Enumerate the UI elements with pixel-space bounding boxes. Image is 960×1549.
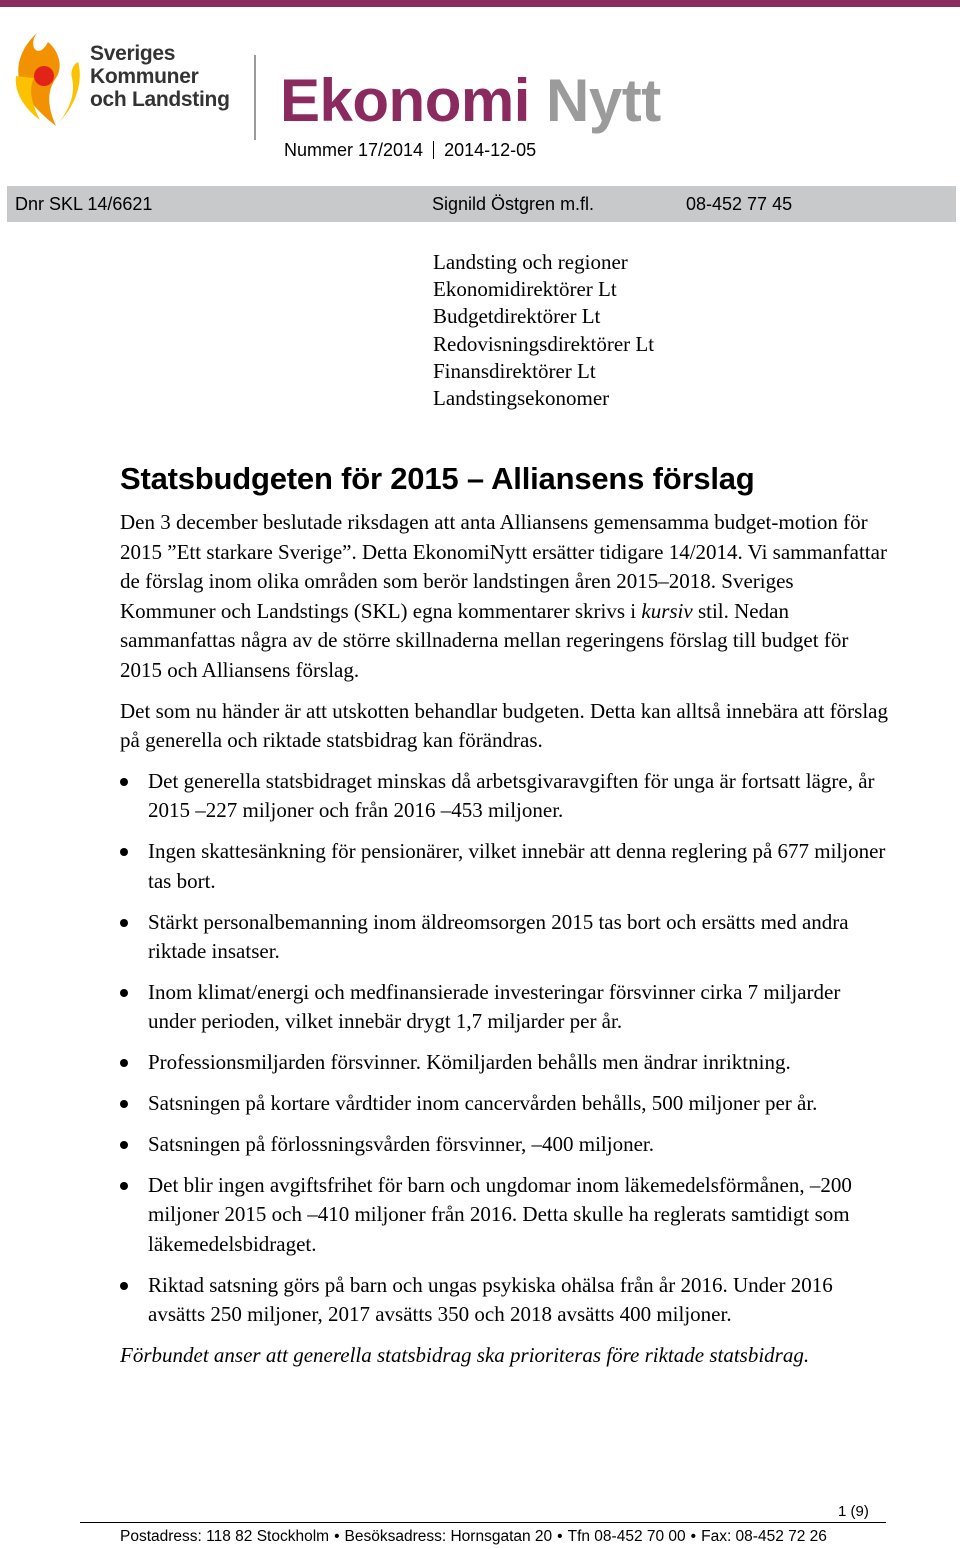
list-item-text: Satsningen på kortare vårdtider inom cancervården behålls, 500 miljoner per år.: [148, 1091, 818, 1116]
intro-italic: kursiv: [641, 598, 693, 623]
article: [120, 460, 890, 1382]
list-item: [120, 1271, 890, 1330]
postal-address: Postadress: 118 82 Stockholm: [120, 1528, 330, 1545]
list-item: [120, 837, 890, 896]
intro-paragraph: [120, 508, 890, 686]
list-item-text: Professionsmiljarden försvinner. Kömiljarden behålls men ändrar inriktning.: [148, 1050, 791, 1075]
paragraph: Det som nu händer är att utskotten behandlar budgeten. Detta kan alltså innebära att förslag på generella och riktade statsbidrag kan förändras.: [120, 698, 888, 753]
brand-part-nytt: Nytt: [546, 67, 661, 134]
author: Signild Östgren m.fl.: [432, 194, 595, 214]
recipient: Landstingsekonomer: [433, 386, 610, 411]
bullet-icon: [120, 1182, 128, 1190]
list-item: [120, 767, 890, 826]
list-item-text: Satsningen på förlossningsvården försvinner, –400 miljoner.: [148, 1131, 654, 1156]
recipient: Budgetdirektörer Lt: [433, 304, 601, 329]
list-item-text: Inom klimat/energi och medfinansierade investeringar försvinner cirka 7 miljarder under perioden, vilket innebär drygt 1,7 miljarder per år.: [148, 979, 841, 1034]
org-line: Sveriges: [90, 42, 176, 65]
organisation-name: [90, 42, 230, 111]
bullet-icon: [120, 1141, 128, 1149]
list-item: [120, 978, 890, 1037]
org-line: och Landsting: [90, 88, 230, 111]
recipient: Landsting och regioner: [433, 250, 628, 274]
visiting-address: Besöksadress: Hornsgatan 20: [344, 1528, 553, 1545]
newsletter-title: [280, 66, 661, 136]
footer-bullet-icon: •: [690, 1528, 697, 1545]
footer-divider: [80, 1522, 886, 1523]
issue-number: Nummer 17/2014: [284, 140, 424, 160]
list-item: [120, 908, 890, 967]
brand-part-ekonomi: Ekonomi: [280, 67, 530, 134]
list-item-text: Ingen skattesänkning för pensionärer, vilket innebär att denna reglering på 677 miljoner tas bort.: [148, 839, 886, 893]
list-item: [120, 1048, 890, 1078]
list-item: [120, 1171, 890, 1260]
article-title: Statsbudgeten för 2015 – Alliansens förslag: [120, 461, 755, 496]
bullet-icon: [120, 778, 128, 786]
list-item-text: Det blir ingen avgiftsfrihet för barn och ungdomar inom läkemedelsförmånen, –200 miljoner 2015 och –410 miljoner från 2016. Detta skulle ha reglerats samtidigt som läkemedelsbidraget.: [148, 1172, 852, 1256]
footer-bullet-icon: •: [334, 1528, 340, 1545]
intro-text-end: stil. Nedan sammanfattas några av de större skillnaderna mellan regeringens förslag till budget för 2015 och Alliansens förslag.: [120, 598, 849, 682]
header-divider: [254, 55, 256, 140]
bullet-icon: [120, 989, 128, 997]
footer-fax: Fax: 08-452 72 26: [701, 1528, 827, 1545]
meta-bar: [7, 186, 956, 222]
footer-bullet-icon: •: [557, 1528, 563, 1545]
issue-date: 2014-12-05: [444, 140, 537, 160]
phone: 08-452 77 45: [686, 194, 793, 214]
recipient: Redovisningsdirektörer Lt: [433, 331, 655, 356]
intro-text: Den 3 december beslutade riksdagen att anta Alliansens gemensamma budget-motion för 2015 ”Ett starkare Sverige”. Detta EkonomiNytt ersätter tidigare 14/2014. Vi sammanfattar de förslag inom olika områden som berör landstingen åren 2015–2018. Sveriges Kommuner och Landstings (SKL) egna kommentarer skrivs i: [120, 510, 887, 623]
list-item-text: Stärkt personalbemanning inom äldreomsorgen 2015 tas bort och ersätts med andra riktade insatser.: [148, 909, 849, 964]
list-item-text: Det generella statsbidraget minskas då arbetsgivaravgiften för unga är fortsatt lägre, år 2015 –227 miljoner och från 2016 –453 miljoner.: [148, 768, 875, 823]
recipient: Finansdirektörer Lt: [433, 358, 596, 383]
bullet-icon: [120, 1282, 128, 1290]
top-accent-line: [0, 0, 960, 7]
skl-comment: [120, 1341, 890, 1371]
recipient-list: [433, 249, 654, 412]
comment-text: Förbundet anser att generella statsbidrag ska prioriteras före riktade statsbidrag.: [120, 1342, 810, 1367]
bullet-icon: [120, 848, 128, 856]
issue-line: [284, 140, 536, 161]
page-number: 1 (9): [838, 1503, 869, 1520]
list-item: [120, 1089, 890, 1119]
bullet-list: [120, 767, 890, 1330]
issue-separator: [433, 141, 434, 159]
bullet-icon: [120, 919, 128, 927]
bullet-icon: [120, 1059, 128, 1067]
list-item: [120, 1130, 890, 1160]
bullet-icon: [120, 1100, 128, 1108]
list-item-text: Riktad satsning görs på barn och ungas psykiska ohälsa från år 2016. Under 2016 avsätts 250 miljoner, 2017 avsätts 350 och 2018 avsätts 400 miljoner.: [148, 1272, 833, 1327]
recipient: Ekonomidirektörer Lt: [433, 277, 617, 302]
org-line: Kommuner: [90, 65, 199, 88]
footer-phone: Tfn 08-452 70 00: [567, 1528, 686, 1545]
footer: [120, 1528, 827, 1546]
dnr: Dnr SKL 14/6621: [15, 194, 153, 214]
